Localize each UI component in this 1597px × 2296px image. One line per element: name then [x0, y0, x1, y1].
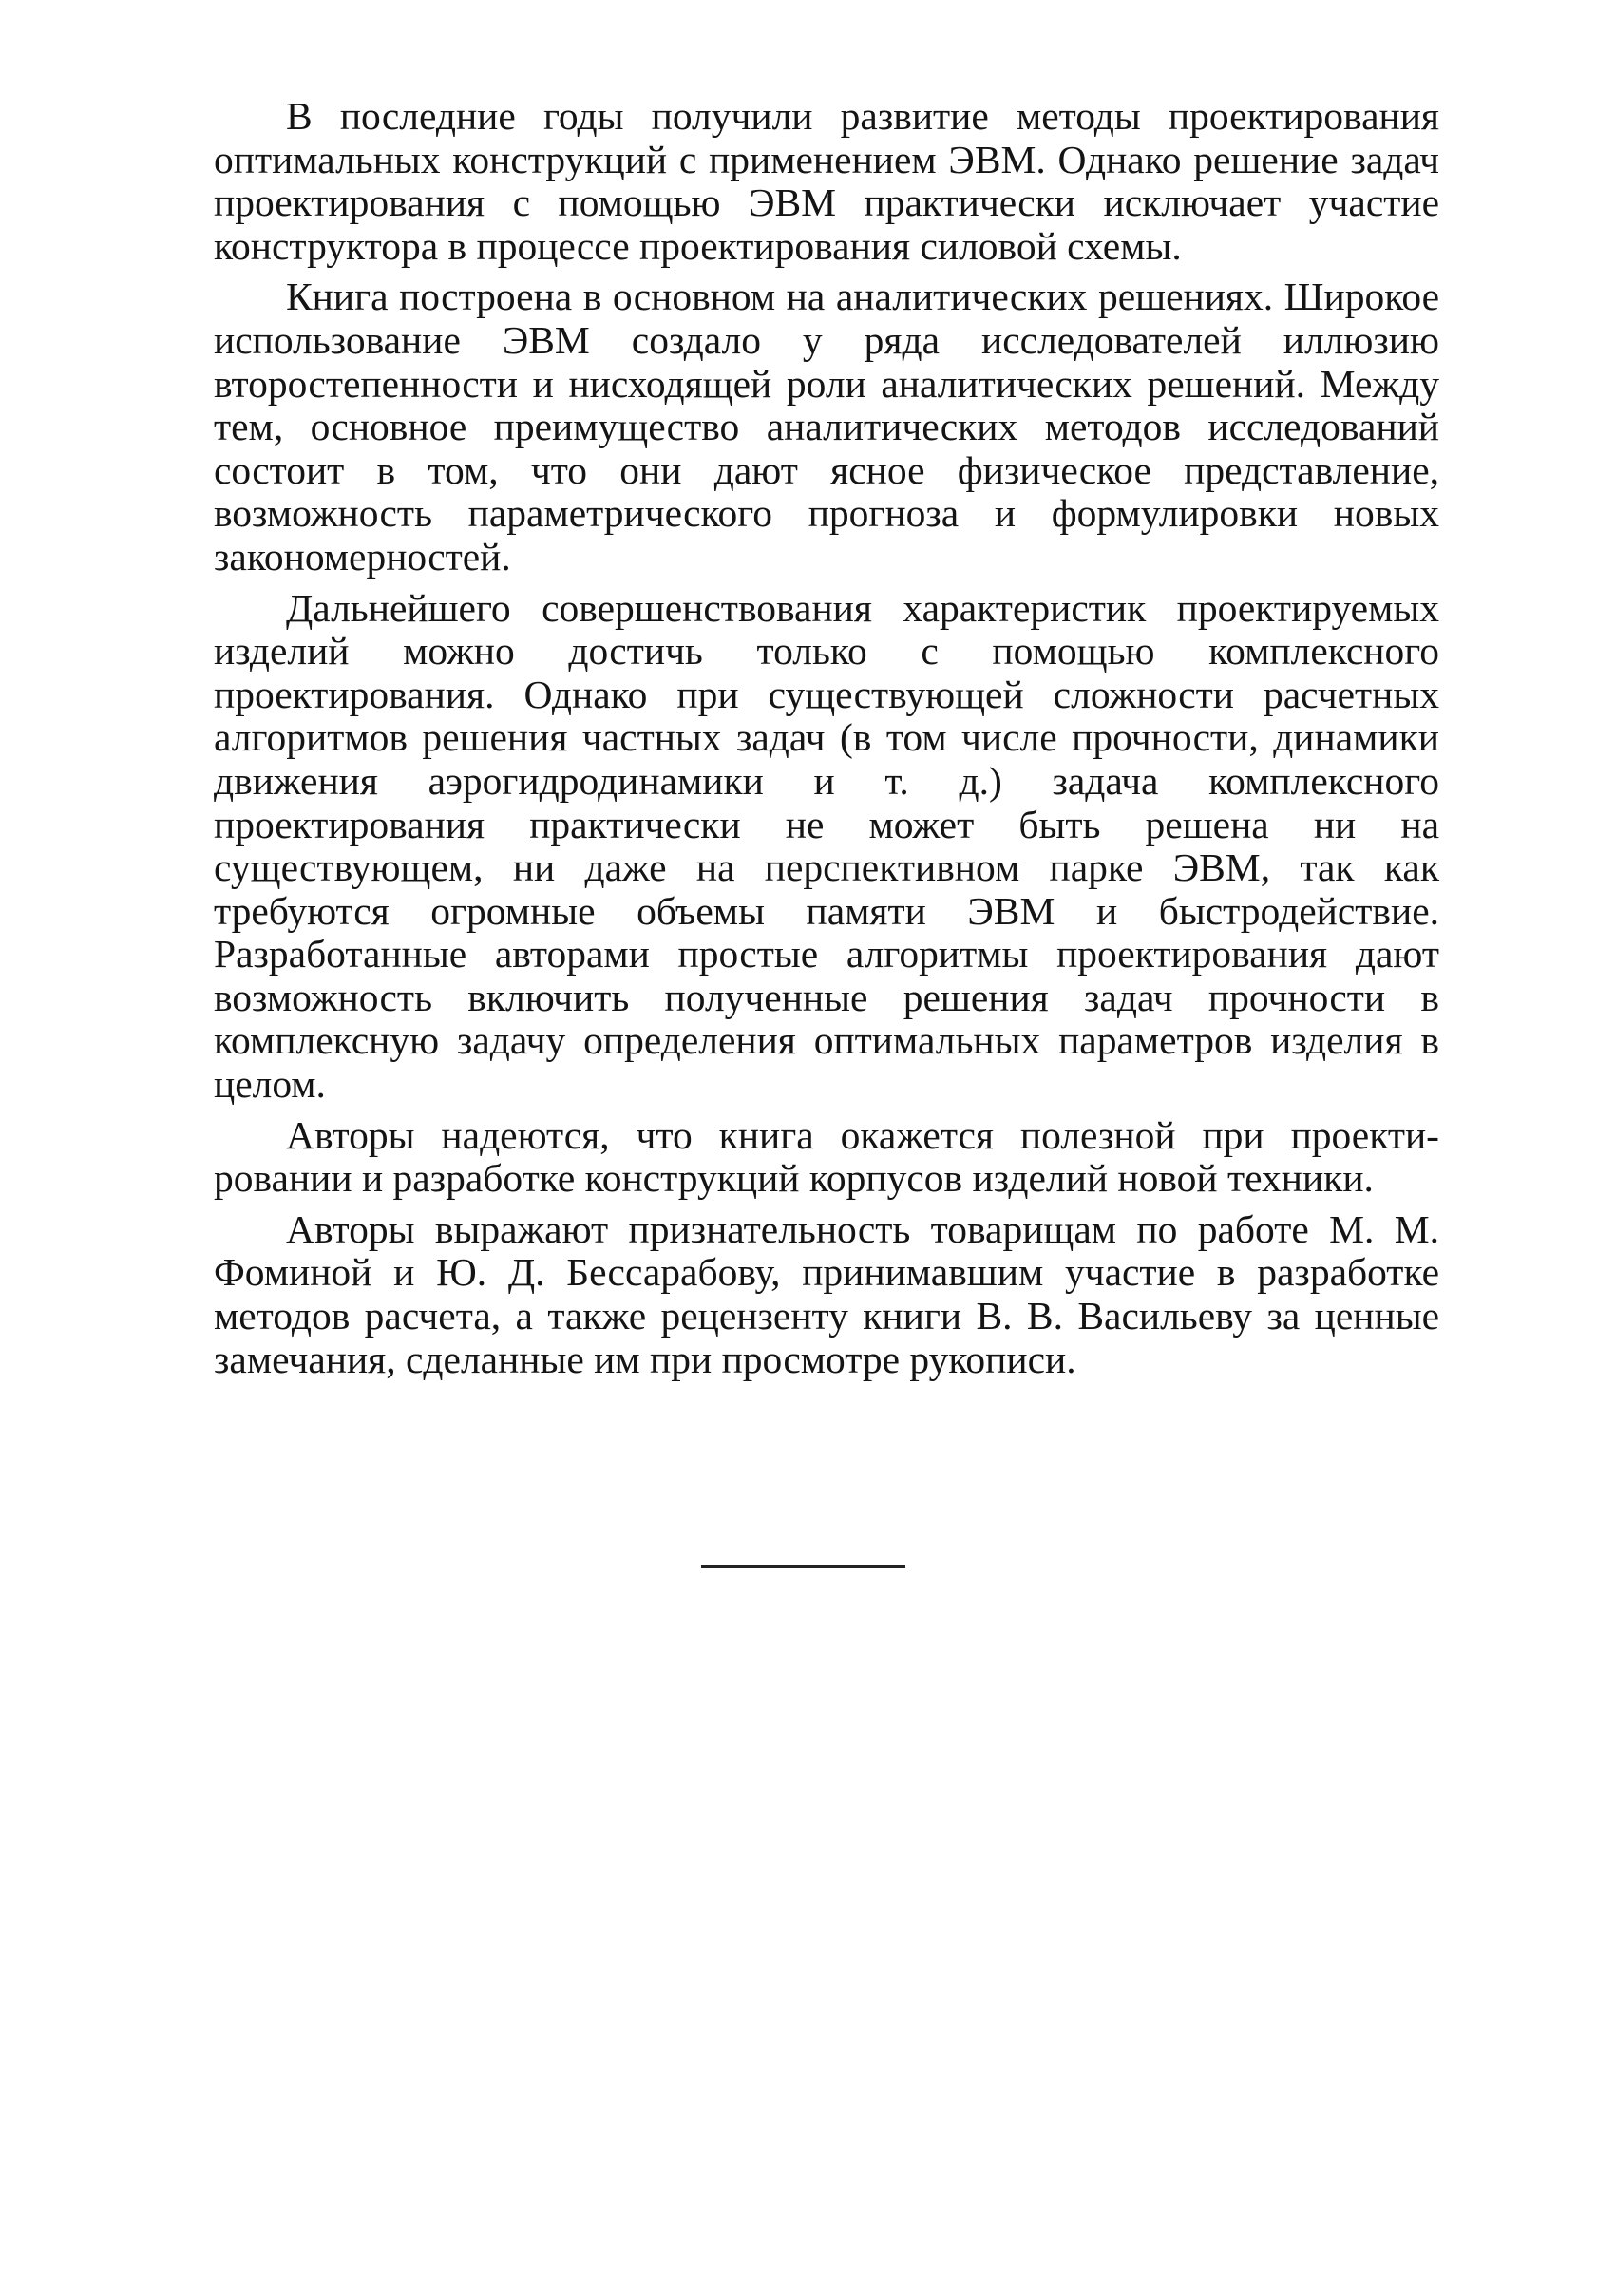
section-end-rule — [701, 1565, 905, 1568]
paragraph-3: Дальнейшего совершенствования характеристик проектируемых изделий можно достичь только с помощью комплексного проектирования. Однако при существующей сложности расчетных алгоритмов решения частных задач (в том числе прочности, динамики движения аэрогидродинамики и т. д.) задача комплексного проектирования практически не может быть решена ни на существующем, ни даже на перспективном парке ЭВМ, так как требуются огромные объемы памяти ЭВМ и быстродействие. Разработанные авторами простые алгоритмы проектирования дают возможность включить полученные решения задач прочности в комплексную задачу определения оптимальных параметров изделия в целом. — [214, 585, 1439, 1107]
paragraph-2: Книга построена в основном на аналитических решениях. Широкое использование ЭВМ создало у ряда исследователей иллюзию второстепенности и нисходящей роли аналитических решений. Между тем, основное преимущество аналитических методов исследований состоит в том, что они дают ясное физическое представление, возможность параметрического прогноза и формулировки новых закономерностей. — [214, 275, 1439, 579]
paragraph-1: В последние годы получили развитие методы проектирования оптимальных конструкций с применением ЭВМ. Однако решение задач проектирования с помощью ЭВМ практически исключает участие конструктора в процессе проектирования силовой схемы. — [214, 94, 1439, 268]
paragraph-5: Авторы выражают признательность товарищам по работе М. М. Фоминой и Ю. Д. Бессарабову, принимавшим участие в разработке методов расчета, а также рецензенту книги В. В. Васильеву за ценные замечания, сделанные им при просмотре рукописи. — [214, 1206, 1439, 1381]
paragraph-4: Авторы надеются, что книга окажется полезной при проектировании и разработке конструкций корпусов изделий новой техники. — [214, 1112, 1439, 1201]
preface-text — [214, 95, 1439, 1389]
